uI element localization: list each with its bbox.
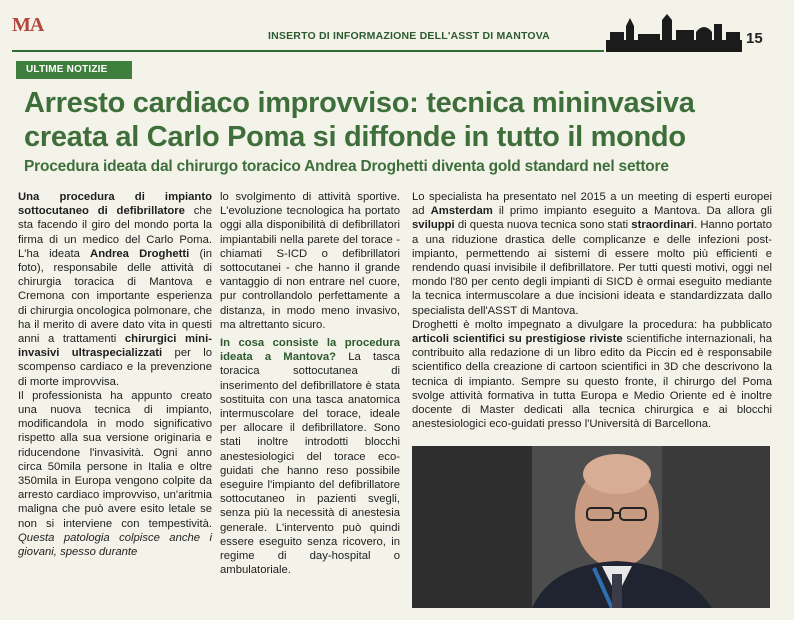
col1-paragraph-2: Il professionista ha appunto creato una nuova tecnica di impianto, modificandola in modo significativo rispetto alla sua versione originaria e riducendone l'invasività. Ogni anno circa 50mila persone in Italia e oltre 350mila in Europa vengono colpite da arresto cardiaco improvviso, un'aritmia maligna che può avere esito letale se non si interviene con tempestività. [18,389,212,530]
article-column-1 [18,190,212,559]
col1-text-3: per lo scompenso cardiaco e la prevenzione di morte improvvisa. [18,347,212,388]
article-column-3 [412,190,772,431]
col3-text-a1: Lo specialista ha presentato nel 2015 a un meeting di esperti europei ad [412,191,772,218]
amsterdam-bold: Amsterdam [430,205,493,218]
col3-text-a3: di questa nuova tecnica sono stati [454,219,632,232]
straordinari-bold: straordinari [631,219,695,232]
mantova-skyline-icon [606,14,742,52]
lead-bold: Una procedura di impianto sottocutaneo di defibrillatore [18,191,212,218]
col1-bold-2: chirurgici mini-invasivi ultraspecializzati [18,333,212,360]
col1-italic: Questa patologia colpisce anche i giovani, spesso durante [18,531,212,559]
doctor-name: Andrea Droghetti [90,247,190,260]
col3-text-b2: scientifiche internazionali, ha contribuito alla redazione di un libro edito da Piccin ed è responsabile scientifico della creazione di cartoon scientifici in 3D che descrivono la tecnica di impianto. Sempre su questo fronte, il chirurgo del Poma svolge attività formativa in tutta Europa e Medio Oriente ed è inoltre docente di Master dedicati alla tecnica chirurgica e ai blocchi anestesiologici eco-guidati presso l'Università di Barcellona. [412,333,772,431]
page-number: 15 [746,30,763,47]
col1-text-2: (in foto), responsabile delle attività di chirurgia toracica di Mantova e Cremona con importante esperienza di chirurgia oncologica polmonare, che ha il merito di avere dato vita in questi anni a trattamenti [18,247,212,346]
surgeon-photo [412,446,770,608]
section-tag: ULTIME NOTIZIE [16,61,132,79]
col2-paragraph-1: lo svolgimento di attività sportive. L'evoluzione tecnologica ha portato oggi alla disponibilità di defibrillatori impiantabili nella parete del torace - chiamati S-ICD o defibrillatori sottocutanei - che hanno il grande vantaggio di non entrare nel cuore, pur controllandolo perfettamente a distanza, in modo meno invasivo, ma altrettanto sicuro. [220,191,400,331]
article-column-2 [220,190,400,577]
header-title: INSERTO DI INFORMAZIONE DELL'ASST DI MANTOVA [268,30,550,42]
header-rule [12,50,604,52]
col3-text-a2: il primo impianto eseguito a Mantova. Da allora gli [492,205,772,218]
article-subtitle: Procedura ideata dal chirurgo toracico Andrea Droghetti diventa gold standard nel settore [24,158,669,175]
col3-text-a4: . Hanno portato a una riduzione drastica delle complicanze e delle infezioni post-impianto, permettendo ai sistemi di essere molto più efficienti e rendendo quasi invisibile il defibrillatore. Per tutti questi motivi, oggi nel mondo l'80 per cento degli impianti di SICD è ormai eseguito mediante la tecnica intermuscolare a due incisioni ideata e standardizzata dallo specialista dell'ASST di Mantova. [412,219,772,317]
asst-logo: MA [12,14,44,36]
article-title: Arresto cardiaco improvviso: tecnica mininvasiva creata al Carlo Poma si diffonde in tutto il mondo [24,87,695,153]
col2-paragraph-2: La tasca toracica sottocutanea di inserimento del defibrillatore è stata sostituita con una tasca anatomica intermuscolare del torace, ideale per allocare il defibrillatore. Sono stati inoltre introdotti blocchi anestesiologici del torace eco-guidati che hanno reso possibile eseguire l'impianto del defibrillatore sottocutaneo in pazienti svegli, senza più la necessità di anestesia generale. L'intervento può quindi essere eseguito senza ricovero, in regime di day-hospital o ambulatoriale. [220,351,400,577]
col3-text-b1: Droghetti è molto impegnato a divulgare la procedura: ha pubblicato [412,318,772,331]
surgeon-portrait-icon [412,446,770,608]
articoli-bold: articoli scientifici su prestigiose riviste [412,333,623,346]
col1-text-1: che sta facendo il giro del mondo porta la firma di un medico del Carlo Poma. L'ha ideata [18,205,212,260]
col2-question: In cosa consiste la procedura ideata a Mantova? [220,337,400,364]
sviluppi-bold: sviluppi [412,219,455,232]
